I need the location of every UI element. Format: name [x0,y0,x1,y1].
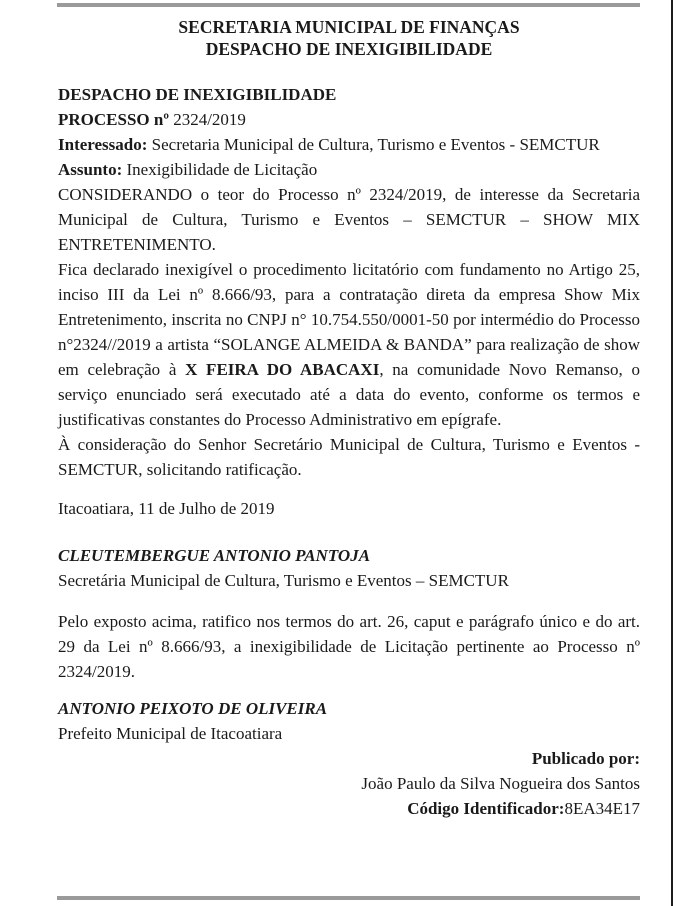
masthead-title-line2: DESPACHO DE INEXIGIBILIDADE [205,39,493,59]
identifier-code-line [58,796,640,821]
published-by-name: João Paulo da Silva Nogueira dos Santos [361,774,640,793]
identifier-code-value: 8EA34E17 [564,799,640,818]
interessado-value: Secretaria Municipal de Cultura, Turismo e Eventos - SEMCTUR [151,135,600,154]
declaracao-paragraph [58,257,640,432]
assunto-label: Assunto: [58,160,127,179]
interessado-label: Interessado: [58,135,152,154]
secretary-signature-name: CLEUTEMBERGUE ANTONIO PANTOJA [58,546,371,565]
signature-block-secretary [58,543,640,593]
right-border-rule [671,0,673,906]
considerando-paragraph: CONSIDERANDO o teor do Processo nº 2324/2019, de interesse da Secretaria Municipal de Cultura, Turismo e Eventos – SEMCTUR – SHOW MIX ENTRETENIMENTO. [58,185,640,254]
processo-line [58,107,640,132]
mayor-signature-role: Prefeito Municipal de Itacoatiara [58,724,283,743]
document-content [58,16,640,821]
publication-footer [58,746,640,821]
masthead-title-line1: SECRETARIA MUNICIPAL DE FINANÇAS [178,17,520,37]
published-by-label: Publicado por: [531,749,640,768]
dateline: Itacoatiara, 11 de Julho de 2019 [58,499,275,518]
processo-number: 2324/2019 [173,110,246,129]
mayor-signature-name: ANTONIO PEIXOTO DE OLIVEIRA [58,699,328,718]
declaracao-event-highlight: X FEIRA DO ABACAXI [185,360,380,379]
ratificacao-paragraph: Pelo exposto acima, ratifico nos termos do art. 26, caput e parágrafo único e do art. 29 da Lei nº 8.666/93, a inexigibilidade de Licitação pertinente ao Processo nº 2324/2019. [58,612,640,681]
signature-block-mayor [58,696,640,746]
interessado-line [58,132,640,157]
consideracao-paragraph: À consideração do Senhor Secretário Municipal de Cultura, Turismo e Eventos - SEMCTUR, solicitando ratificação. [58,435,640,479]
processo-label: PROCESSO nº [58,110,174,129]
secretary-signature-role: Secretária Municipal de Cultura, Turismo e Eventos – SEMCTUR [58,571,509,590]
assunto-value: Inexigibilidade de Licitação [126,160,318,179]
bottom-divider-rule [57,896,640,900]
despacho-heading: DESPACHO DE INEXIGIBILIDADE [58,85,337,104]
assunto-line [58,157,640,182]
identifier-code-label: Código Identificador: [407,799,565,818]
declaracao-text-part2: , na comunidade Novo Remanso, o serviço enunciado será executado até a data do evento, conforme os termos e justificativas constantes do Processo Administrativo em epígrafe. [58,360,640,429]
top-divider-rule [57,3,640,7]
declaracao-text-part1: Fica declarado inexigível o procedimento licitatório com fundamento no Artigo 25, inciso III da Lei nº 8.666/93, para a contratação direta da empresa Show Mix Entretenimento, inscrita no CNPJ n° 10.754.550/0001-50 por intermédio do Processo n°2324//2019 a artista “SOLANGE ALMEIDA & BANDA” para realização de show em celebração à [58,260,640,379]
masthead [58,16,640,60]
